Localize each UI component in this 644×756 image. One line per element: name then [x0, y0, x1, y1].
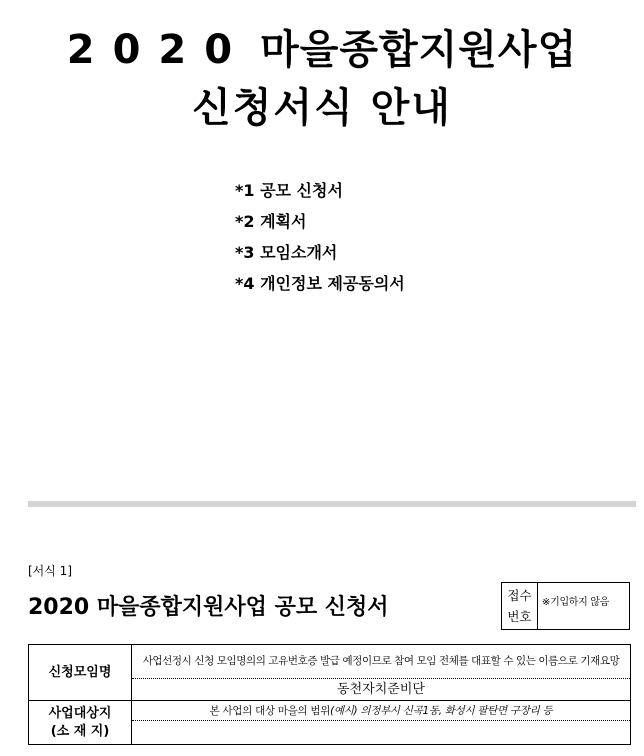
- page-divider: [28, 501, 636, 507]
- application-table: [28, 644, 631, 745]
- target-area-label: [29, 701, 132, 745]
- receipt-label-line1: 접수: [507, 588, 532, 603]
- form-list-item: *4 개인정보 제공동의서: [235, 274, 405, 293]
- receipt-number-box: [501, 582, 630, 630]
- target-area-label-line1: 사업대상지: [48, 705, 112, 721]
- receipt-note: ※기입하지 않음: [542, 597, 610, 608]
- target-area-example: (예시) 의정부시 신곡1동, 화성시 팔탄면 구장리 등: [330, 704, 553, 717]
- receipt-label-line2: 번호: [507, 609, 532, 624]
- page-title-line1: [0, 18, 644, 75]
- form-list: [235, 180, 405, 304]
- form-title: 2020 마을종합지원사업 공모 신청서: [28, 595, 389, 620]
- page-title-line2: 신청서식 안내: [192, 85, 452, 131]
- group-name-field[interactable]: 동천자치준비단: [132, 679, 631, 701]
- target-area-label-line2: (소 재 지): [50, 723, 110, 739]
- form-code: [서식 1]: [28, 564, 72, 578]
- target-area-scope: 본 사업의 대상 마을의 범위: [209, 704, 331, 717]
- group-name-note: 사업선정시 신청 모임명의의 고유번호증 발급 예정이므로 참여 모임 전체를 대표할 수 있는 이름으로 기재요망: [132, 645, 631, 679]
- target-area-field[interactable]: [132, 721, 631, 745]
- group-name-label: 신청모임명: [29, 645, 132, 701]
- receipt-number-label: [502, 583, 538, 629]
- title-year: 2020: [66, 27, 251, 73]
- form-list-item: *1 공모 신청서: [235, 181, 343, 200]
- title-program: 마을종합지원사업: [260, 27, 578, 73]
- form-list-item: *3 모임소개서: [235, 243, 338, 262]
- form-list-item: *2 계획서: [235, 212, 307, 231]
- target-area-note: [132, 701, 631, 721]
